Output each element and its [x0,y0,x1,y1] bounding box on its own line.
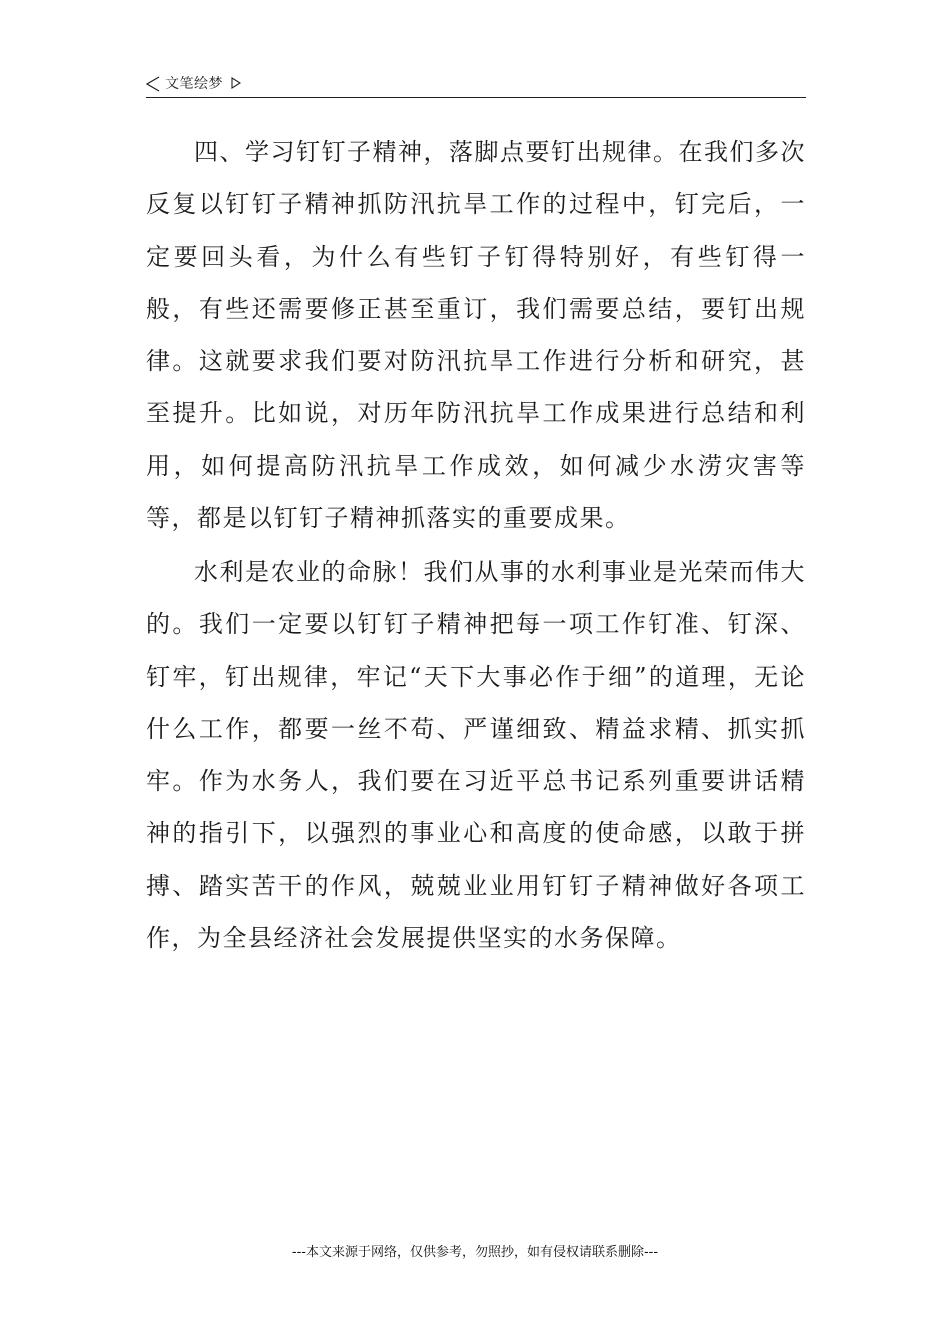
page-footer-disclaimer: ---本文来源于网络，仅供参考，勿照抄，如有侵权请联系删除--- [291,1245,659,1260]
page-header [146,72,806,98]
left-triangle-icon [146,76,160,92]
header-title: 文笔绘梦 [165,76,223,92]
paragraph-1 [146,126,806,544]
header-divider [146,97,806,98]
paragraph-text: 四、学习钉钉子精神，落脚点要钉出规律。在我们多次反复以钉钉子精神抓防汛抗旱工作的过程中，钉完后，一定要回头看，为什么有些钉子钉得特别好，有些钉得一般，有些还需要修正甚至重订，我们需要总结，要钉出规律。这就要求我们要对防汛抗旱工作进行分析和研究，甚至提升。比如说，对历年防汛抗旱工作成果进行总结和利用，如何提高防汛抗旱工作成效，如何减少水涝灾害等等，都是以钉钉子精神抓落实的重要成果。 [146,138,806,533]
right-triangle-icon [231,77,241,89]
paragraph-2 [146,546,806,964]
paragraph-text: 水利是农业的命脉！我们从事的水利事业是光荣而伟大的。我们一定要以钉钉子精神把每一项工作钉准、钉深、钉牢，钉出规律，牢记“天下大事必作于细”的道理，无论什么工作，都要一丝不苟、严谨细致、精益求精、抓实抓牢。作为水务人，我们要在习近平总书记系列重要讲话精神的指引下，以强烈的事业心和高度的使命感，以敢于拼搏、踏实苦干的作风，兢兢业业用钉钉子精神做好各项工作，为全县经济社会发展提供坚实的水务保障。 [146,558,806,953]
